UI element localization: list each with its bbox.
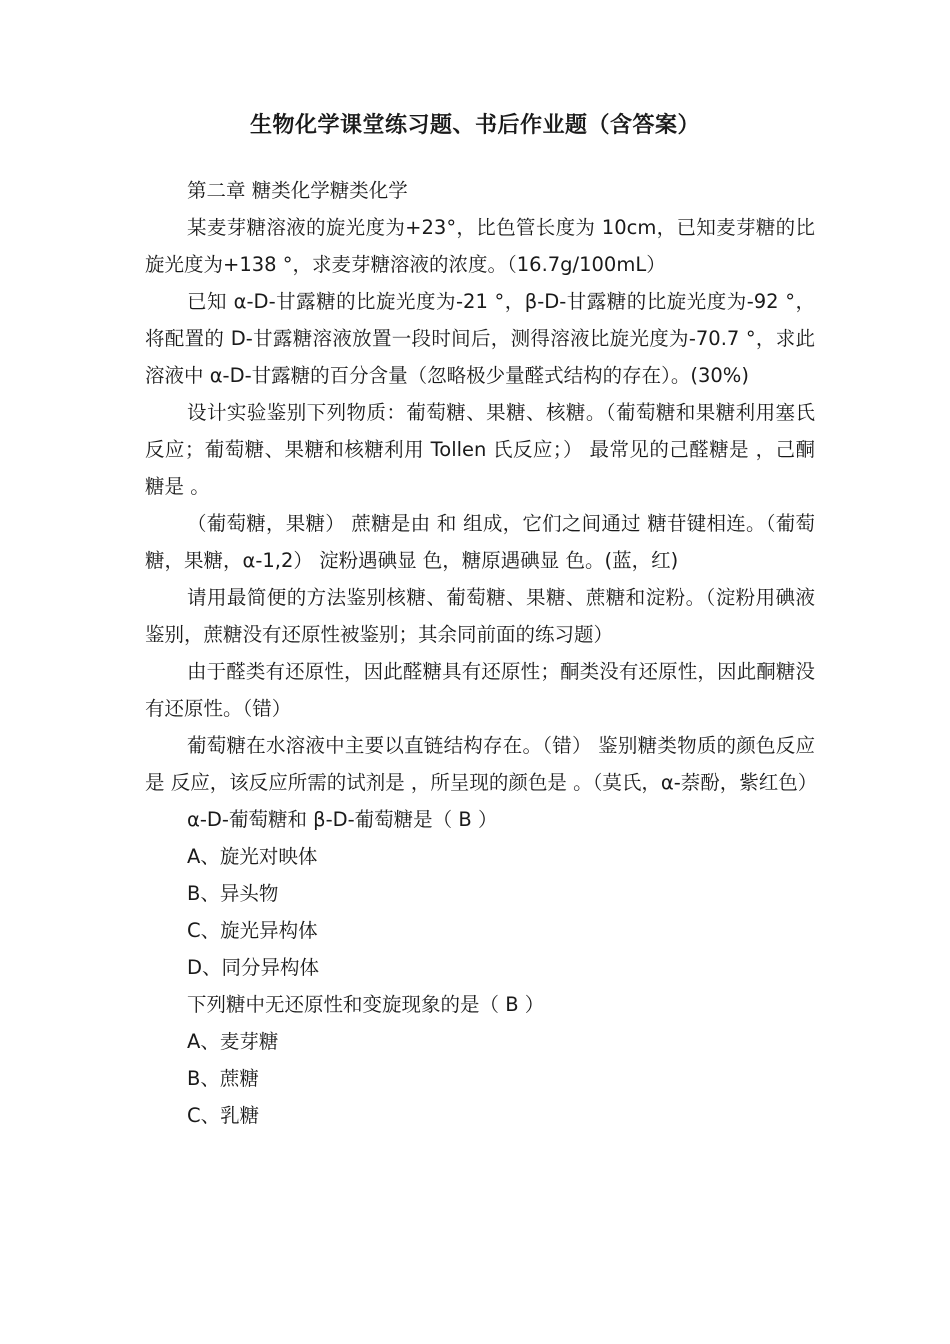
question-1-option-a: A、旋光对映体 — [187, 845, 318, 868]
paragraph-maltose-rotation: 某麦芽糖溶液的旋光度为+23°，比色管长度为 10cm，已知麦芽糖的比旋光度为+138 °，求麦芽糖溶液的浓度。（16.7g/100mL） — [145, 216, 815, 276]
document-body — [145, 172, 818, 1134]
question-1-option-c: C、旋光异构体 — [187, 919, 318, 942]
paragraph-reducing-sugars: 由于醛类有还原性，因此醛糖具有还原性；酮类没有还原性，因此酮糖没有还原性。（错） — [145, 660, 815, 720]
document-title: 生物化学课堂练习题、书后作业题（含答案） — [249, 113, 700, 138]
chapter-heading: 第二章 糖类化学糖类化学 — [187, 179, 408, 202]
question-1-stem: α-D-葡萄糖和 β-D-葡萄糖是（ B ） — [187, 808, 498, 831]
paragraph-identify-sugars: 设计实验鉴别下列物质：葡萄糖、果糖、核糖。（葡萄糖和果糖利用塞氏反应；葡萄糖、果糖和核糖利用 Tollen 氏反应；） 最常见的己醛糖是 ，己酮糖是 。 — [145, 401, 815, 498]
question-2-option-c: C、乳糖 — [187, 1104, 260, 1127]
paragraph-glucose-structure: 葡萄糖在水溶液中主要以直链结构存在。（错） 鉴别糖类物质的颜色反应是 反应，该反应所需的试剂是 ，所呈现的颜色是 。（莫氏，α-萘酚，紫红色） — [145, 734, 818, 794]
question-2-stem: 下列糖中无还原性和变旋现象的是（ B ） — [187, 993, 545, 1016]
question-2-option-a: A、麦芽糖 — [187, 1030, 279, 1053]
question-1-option-d: D、同分异构体 — [187, 956, 320, 979]
question-2-option-b: B、蔗糖 — [187, 1067, 259, 1090]
paragraph-sucrose-composition: （葡萄糖，果糖） 蔗糖是由 和 组成，它们之间通过 糖苷键相连。（葡萄糖，果糖，α-1,2） 淀粉遇碘显 色，糖原遇碘显 色。(蓝，红) — [145, 512, 815, 572]
paragraph-mannose-content: 已知 α-D-甘露糖的比旋光度为-21 °，β-D-甘露糖的比旋光度为-92 °，将配置的 D-甘露糖溶液放置一段时间后，测得溶液比旋光度为-70.7 °，求此溶液中 α-D-甘露糖的百分含量（忽略极少量醛式结构的存在）。(30%) — [145, 290, 815, 387]
question-1-option-b: B、异头物 — [187, 882, 279, 905]
paragraph-simplest-identification: 请用最简便的方法鉴别核糖、葡萄糖、果糖、蔗糖和淀粉。（淀粉用碘液鉴别，蔗糖没有还原性被鉴别；其余同前面的练习题） — [145, 586, 815, 646]
